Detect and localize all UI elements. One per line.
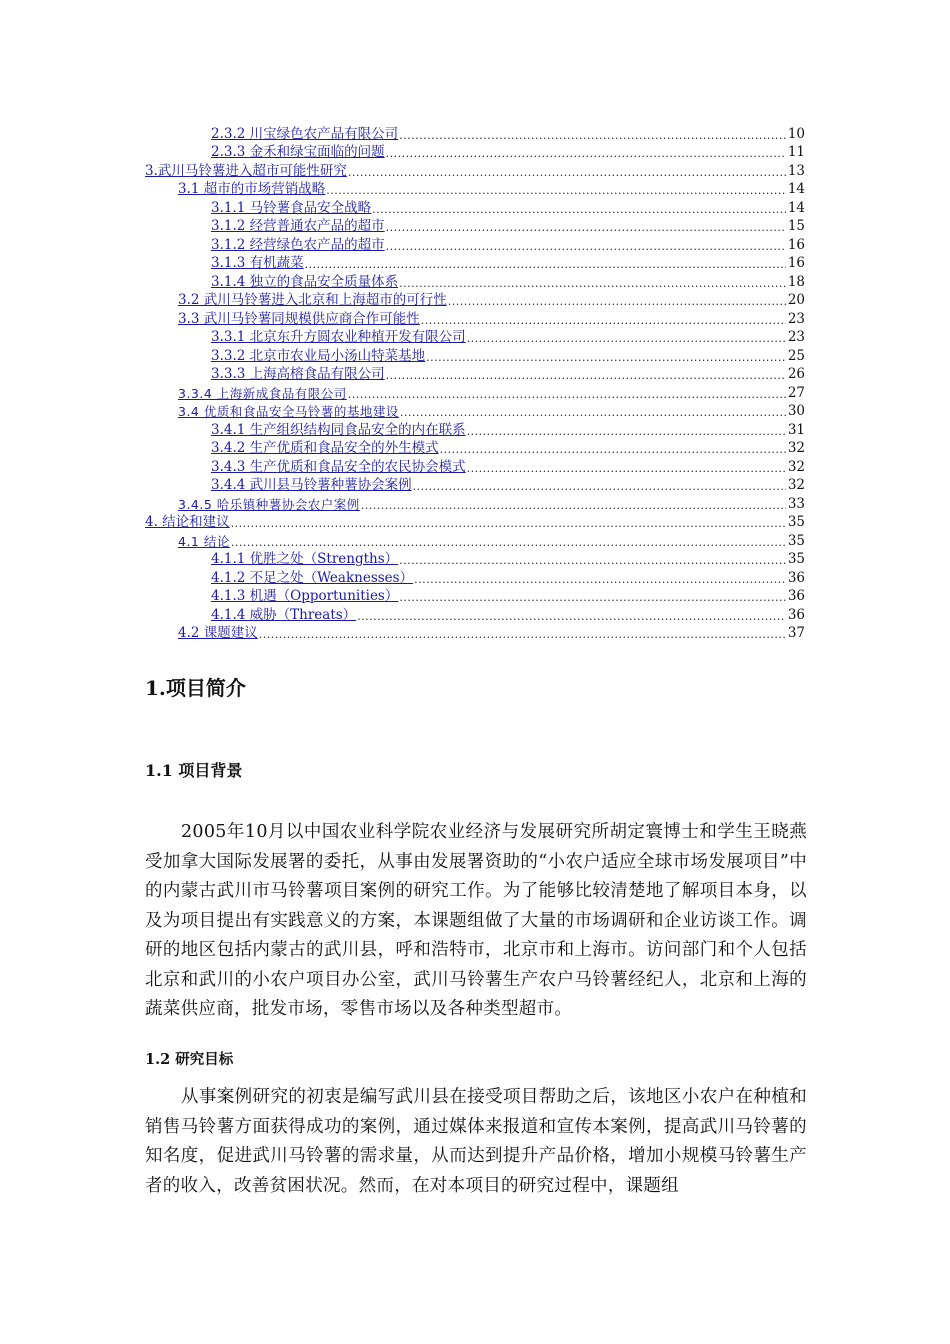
toc-leader-dots <box>305 258 786 272</box>
toc-page-number: 20 <box>787 292 805 308</box>
toc-entry[interactable] <box>145 161 805 180</box>
toc-entry[interactable] <box>145 624 805 643</box>
toc-entry[interactable] <box>145 420 805 439</box>
toc-page-number: 13 <box>787 162 805 179</box>
toc-entry-link[interactable]: 2.3.3 金禾和绿宝面临的问题 <box>211 144 385 160</box>
toc-entry-link[interactable]: 4. 结论和建议 <box>145 514 230 530</box>
toc-entry[interactable] <box>145 383 805 402</box>
table-of-contents <box>145 124 805 642</box>
toc-page-number: 27 <box>787 384 805 401</box>
toc-leader-dots <box>400 406 786 420</box>
toc-entry[interactable] <box>145 180 805 199</box>
toc-entry[interactable] <box>145 365 805 384</box>
toc-page-number: 14 <box>787 199 805 216</box>
toc-entry-link[interactable]: 4.1.4 威胁（Threats） <box>211 606 357 623</box>
toc-page-number: 26 <box>787 366 805 382</box>
toc-leader-dots <box>386 369 786 383</box>
toc-entry[interactable] <box>145 513 805 532</box>
toc-entry[interactable] <box>145 291 805 310</box>
toc-entry-link[interactable]: 3.3.2 北京市农业局小汤山特菜基地 <box>211 347 426 364</box>
toc-leader-dots <box>426 351 786 365</box>
toc-entry-link[interactable]: 3.1.4 独立的食品安全质量体系 <box>211 273 399 290</box>
toc-entry-link[interactable]: 3.4 优质和食品安全马铃薯的基地建设 <box>178 404 399 419</box>
toc-page-number: 16 <box>787 236 805 253</box>
toc-leader-dots <box>361 499 786 513</box>
toc-leader-dots <box>413 480 786 494</box>
toc-leader-dots <box>440 443 786 457</box>
toc-entry-link[interactable]: 4.1.3 机遇（Opportunities） <box>211 588 399 604</box>
toc-leader-dots <box>372 203 786 217</box>
toc-entry-link[interactable]: 3.4.3 生产优质和食品安全的农民协会模式 <box>211 458 466 475</box>
toc-page-number: 10 <box>787 125 805 142</box>
toc-entry[interactable] <box>145 605 805 624</box>
toc-page-number: 36 <box>787 588 805 604</box>
toc-entry[interactable] <box>145 457 805 476</box>
toc-leader-dots <box>386 147 786 161</box>
toc-leader-dots <box>348 166 786 180</box>
toc-page-number: 18 <box>787 273 805 290</box>
toc-leader-dots <box>467 332 786 346</box>
toc-leader-dots <box>326 184 786 198</box>
toc-entry-link[interactable]: 3.4.5 哈乐镇种薯协会农户案例 <box>178 496 360 512</box>
toc-leader-dots <box>421 314 786 328</box>
toc-leader-dots <box>399 554 786 568</box>
toc-leader-dots <box>467 425 786 439</box>
toc-entry-link[interactable]: 3.1.3 有机蔬菜 <box>211 255 304 271</box>
toc-entry[interactable] <box>145 198 805 217</box>
toc-entry[interactable] <box>145 346 805 365</box>
toc-entry-link[interactable]: 4.1.2 不足之处（Weaknesses） <box>211 569 414 586</box>
toc-entry[interactable] <box>145 494 805 513</box>
toc-entry-link[interactable]: 3.1 超市的市场营销战略 <box>178 181 326 197</box>
toc-entry[interactable] <box>145 550 805 569</box>
subsection-title-background: 1.1 项目背景 <box>145 761 243 780</box>
toc-entry-link[interactable]: 2.3.2 川宝绿色农产品有限公司 <box>211 125 399 142</box>
toc-entry[interactable] <box>145 309 805 328</box>
paragraph-background: 2005年10月以中国农业科学院农业经济与发展研究所胡定寰博士和学生王晓燕受加拿大国际发展署的委托，从事由发展署资助的“小农户适应全球市场发展项目”中的内蒙古武川市马铃薯项目案例的研究工作。为了能够比较清楚地了解项目本身，以及为项目提出有实践意义的方案，本课题组做了大量的市场调研和企业访谈工作。调研的地区包括内蒙古的武川县，呼和浩特市，北京市和上海市。访问部门和个人包括北京和武川的小农户项目办公室，武川马铃薯生产农户马铃薯经纪人，北京和上海的蔬菜供应商，批发市场，零售市场以及各种类型超市。 <box>145 822 807 1019</box>
toc-page-number: 14 <box>787 181 805 197</box>
toc-entry[interactable] <box>145 143 805 162</box>
toc-entry[interactable] <box>145 402 805 421</box>
toc-entry-link[interactable]: 3.4.1 生产组织结构同食品安全的内在联系 <box>211 421 466 438</box>
toc-page-number: 36 <box>787 606 805 623</box>
toc-page-number: 37 <box>787 625 805 641</box>
section-title: 1.项目简介 <box>145 676 246 700</box>
toc-page-number: 35 <box>787 551 805 567</box>
toc-page-number: 35 <box>787 514 805 530</box>
toc-entry[interactable] <box>145 217 805 236</box>
toc-entry-link[interactable]: 3.2 武川马铃薯进入北京和上海超市的可行性 <box>178 292 447 308</box>
toc-entry-link[interactable]: 4.2 课题建议 <box>178 625 258 641</box>
toc-entry[interactable] <box>145 254 805 273</box>
toc-leader-dots <box>399 591 786 605</box>
toc-entry-link[interactable]: 4.1.1 优胜之处（Strengths） <box>211 551 399 567</box>
toc-leader-dots <box>386 240 786 254</box>
toc-entry-link[interactable]: 3.1.2 经营普通农产品的超市 <box>211 218 385 234</box>
toc-page-number: 11 <box>787 144 805 160</box>
toc-page-number: 16 <box>787 255 805 271</box>
toc-leader-dots <box>448 295 786 309</box>
toc-entry[interactable] <box>145 272 805 291</box>
toc-entry-link[interactable]: 3.武川马铃薯进入超市可能性研究 <box>145 162 347 179</box>
toc-entry-link[interactable]: 3.1.2 经营绿色农产品的超市 <box>211 236 385 253</box>
toc-page-number: 33 <box>787 495 805 512</box>
toc-entry[interactable] <box>145 235 805 254</box>
toc-entry[interactable] <box>145 476 805 495</box>
toc-leader-dots <box>231 536 786 550</box>
toc-leader-dots <box>386 221 786 235</box>
toc-leader-dots <box>357 610 786 624</box>
toc-page-number: 32 <box>787 440 805 456</box>
toc-entry[interactable] <box>145 568 805 587</box>
toc-page-number: 35 <box>787 532 805 549</box>
toc-entry-link[interactable]: 3.3.4 上海新成食品有限公司 <box>178 385 347 401</box>
toc-page-number: 36 <box>787 569 805 586</box>
toc-page-number: 15 <box>787 218 805 234</box>
toc-entry-link[interactable]: 3.3 武川马铃薯同规模供应商合作可能性 <box>178 310 420 327</box>
toc-page-number: 30 <box>787 403 805 419</box>
toc-leader-dots <box>259 628 786 642</box>
toc-entry[interactable] <box>145 328 805 347</box>
toc-entry[interactable] <box>145 124 805 143</box>
toc-page-number: 23 <box>787 310 805 327</box>
toc-entry-link[interactable]: 3.1.1 马铃薯食品安全战略 <box>211 199 372 216</box>
toc-entry[interactable] <box>145 439 805 458</box>
toc-entry-link[interactable]: 3.3.3 上海高榕食品有限公司 <box>211 366 385 382</box>
toc-page-number: 25 <box>787 347 805 364</box>
toc-entry[interactable] <box>145 587 805 606</box>
toc-leader-dots <box>399 277 786 291</box>
toc-page-number: 32 <box>787 458 805 475</box>
toc-entry-link[interactable]: 3.3.1 北京东升方圆农业种植开发有限公司 <box>211 329 466 345</box>
toc-page-number: 32 <box>787 477 805 493</box>
toc-entry-link[interactable]: 3.4.4 武川县马铃薯种薯协会案例 <box>211 477 412 493</box>
toc-leader-dots <box>348 388 786 402</box>
toc-entry[interactable] <box>145 531 805 550</box>
toc-entry-link[interactable]: 4.1 结论 <box>178 533 230 549</box>
subsection-title-objectives: 1.2 研究目标 <box>145 1051 234 1068</box>
paragraph-objectives: 从事案例研究的初衷是编写武川县在接受项目帮助之后，该地区小农户在种植和销售马铃薯方面获得成功的案例，通过媒体来报道和宣传本案例，提高武川马铃薯的知名度，促进武川马铃薯的需求量，从而达到提升产品价格，增加小规模马铃薯生产者的收入，改善贫困状况。然而，在对本项目的研究过程中，课题组 <box>145 1087 807 1196</box>
toc-leader-dots <box>414 573 786 587</box>
toc-leader-dots <box>467 462 786 476</box>
toc-leader-dots <box>399 129 786 143</box>
toc-page-number: 31 <box>787 421 805 438</box>
toc-leader-dots <box>231 517 786 531</box>
toc-entry-link[interactable]: 3.4.2 生产优质和食品安全的外生模式 <box>211 440 439 456</box>
toc-page-number: 23 <box>787 329 805 345</box>
